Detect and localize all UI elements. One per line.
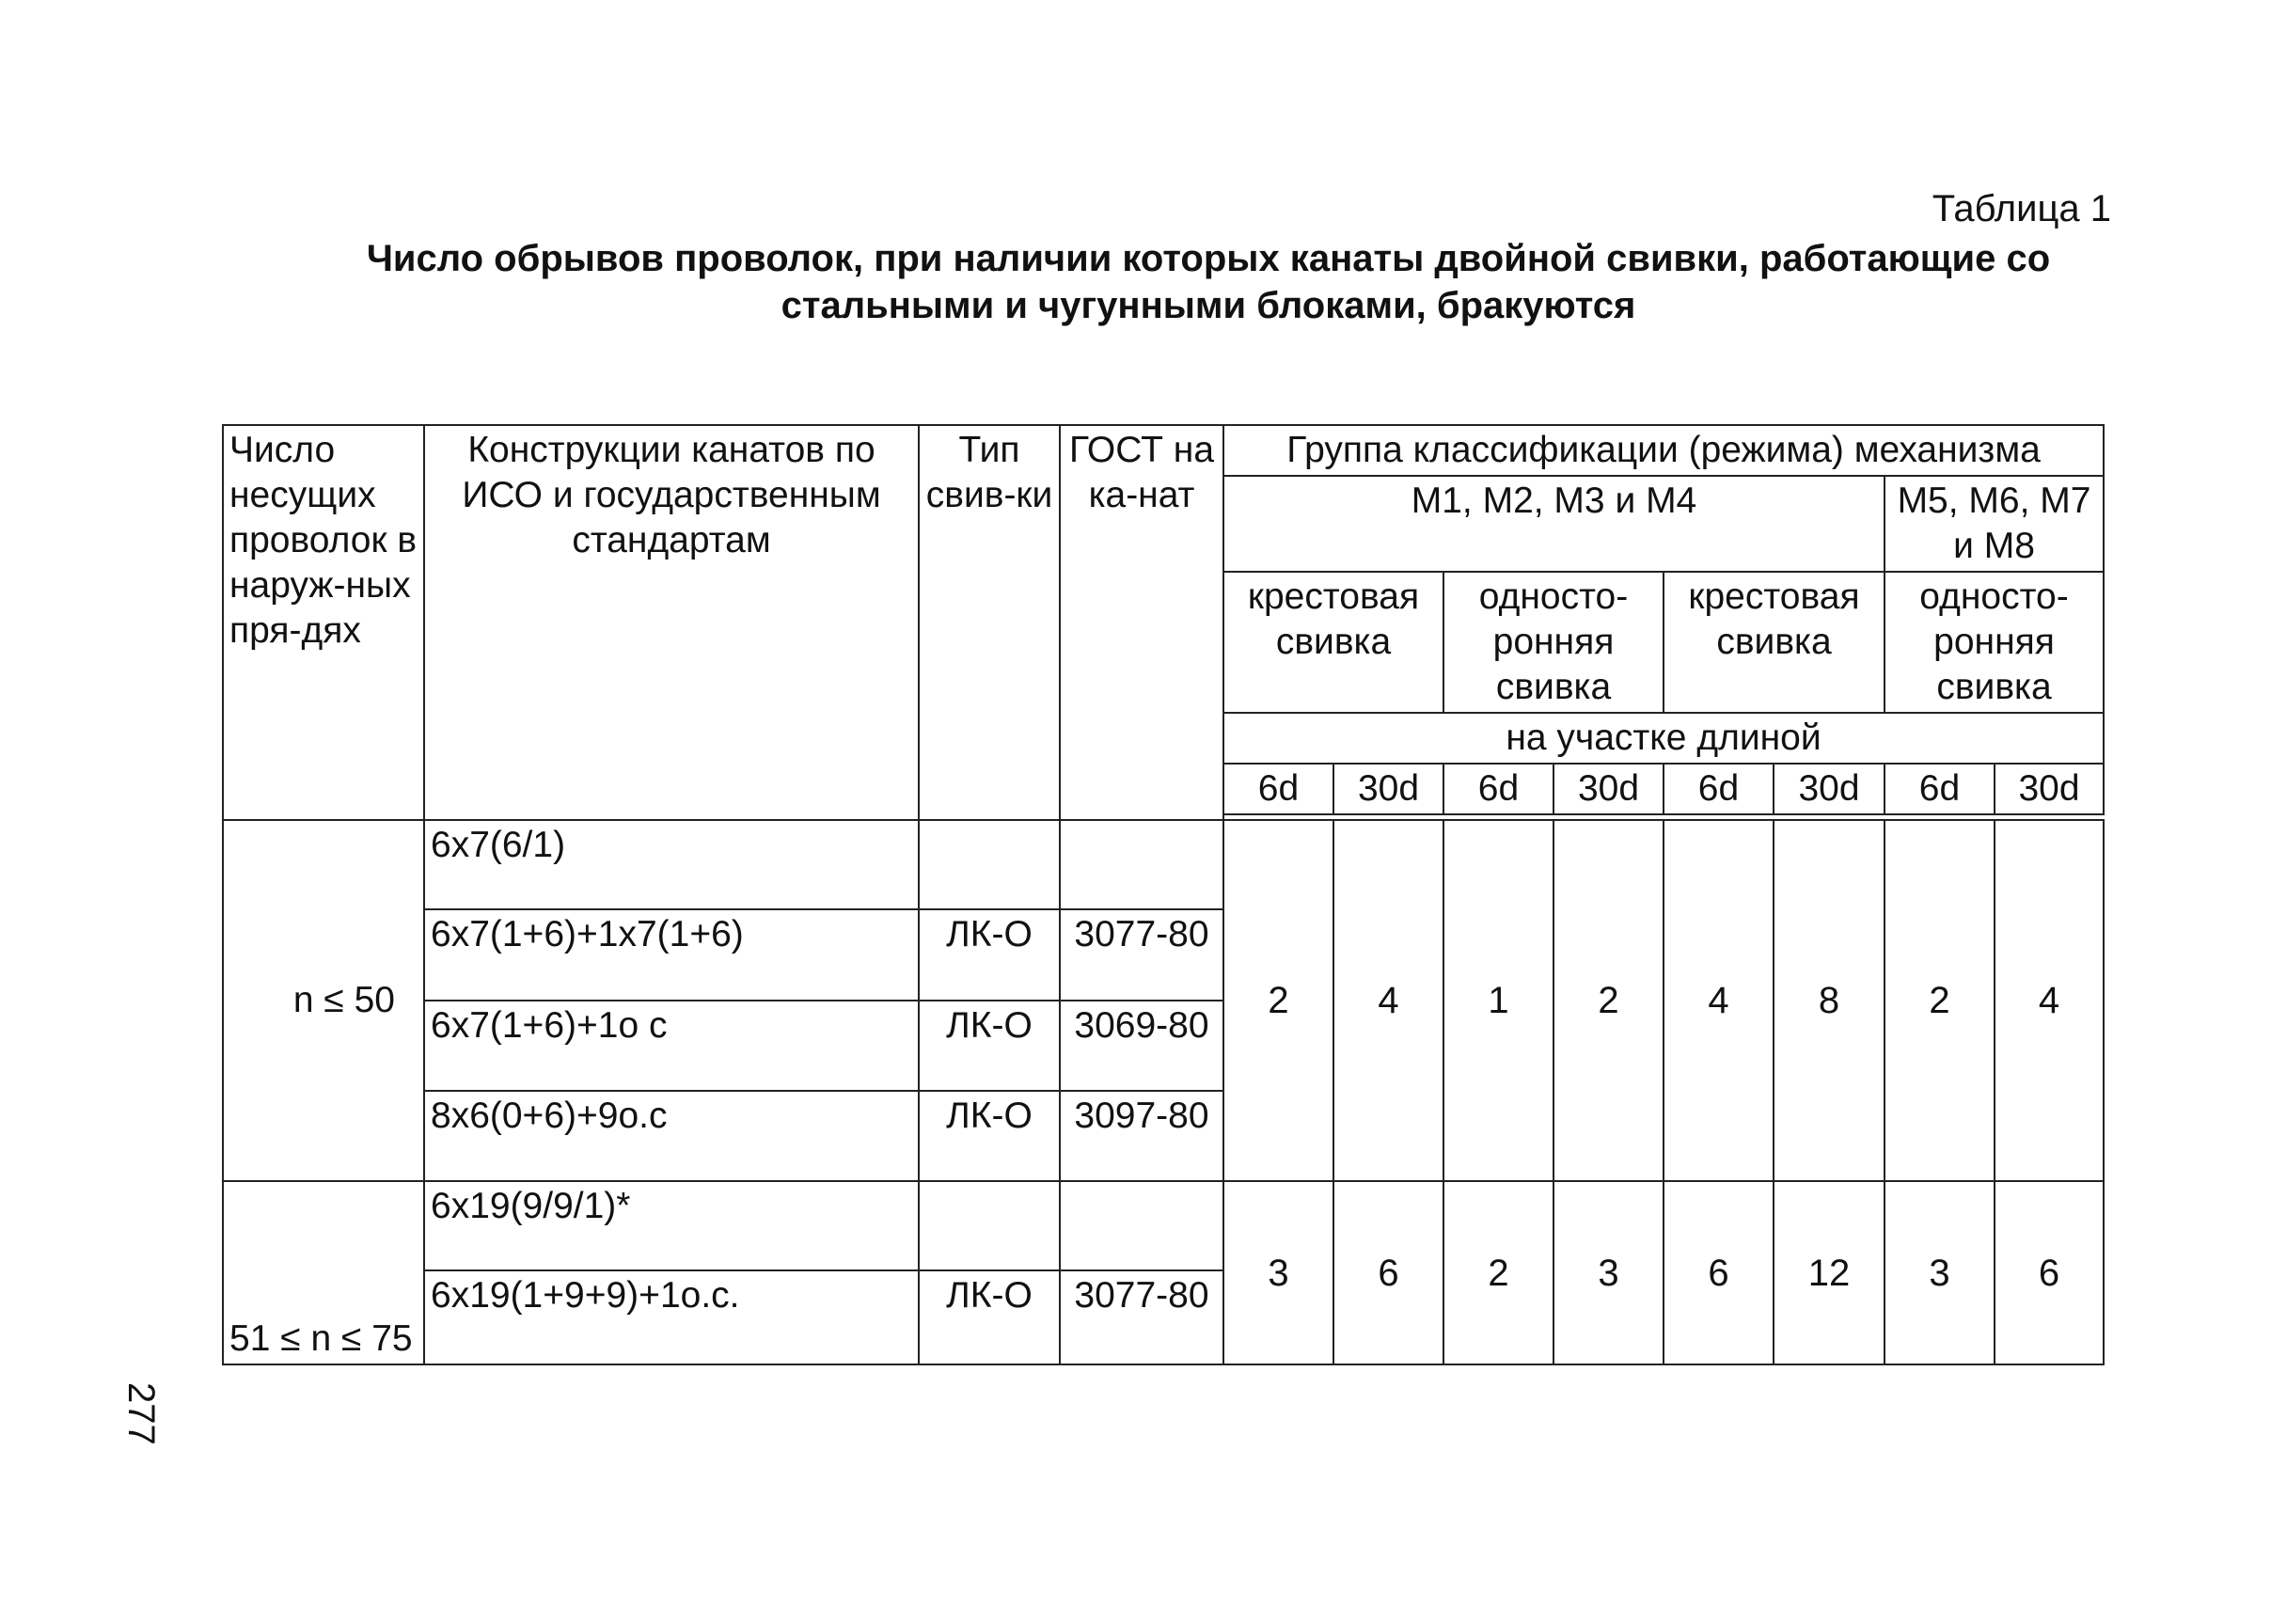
table-title: Число обрывов проволок, при наличии которых канаты двойной свивки, работающие со стальными и чугунными блоками, бракуются bbox=[366, 238, 2051, 326]
header-length: 6d bbox=[1443, 764, 1553, 814]
header-cross-lay-2: крестовая свивка bbox=[1664, 572, 1885, 713]
header-length: 30d bbox=[1553, 764, 1664, 814]
header-group-m5-m8: М5, М6, М7 и М8 bbox=[1885, 476, 2104, 572]
header-wires: Число несущих проволок в наруж-ных пря-дях bbox=[223, 425, 424, 820]
gost-cell bbox=[1060, 820, 1223, 909]
value-cell: 6 bbox=[1333, 1181, 1443, 1364]
page-number: 277 bbox=[120, 1382, 162, 1445]
header-group: Группа классификации (режима) механизма bbox=[1223, 425, 2104, 476]
value-cell: 8 bbox=[1774, 820, 1885, 1181]
value-cell: 3 bbox=[1553, 1181, 1664, 1364]
value-cell: 6 bbox=[1664, 1181, 1774, 1364]
value-cell: 6 bbox=[1995, 1181, 2104, 1364]
gost-cell: 3097-80 bbox=[1060, 1091, 1223, 1181]
construction-cell: 6x7(1+6)+1o с bbox=[424, 1001, 919, 1091]
gost-cell: 3077-80 bbox=[1060, 1270, 1223, 1364]
value-cell: 12 bbox=[1774, 1181, 1885, 1364]
lay-type-cell bbox=[919, 820, 1060, 909]
header-gost: ГОСТ на ка-нат bbox=[1060, 425, 1223, 820]
construction-cell: 6x19(1+9+9)+1o.c. bbox=[424, 1270, 919, 1364]
lay-type-cell: ЛК-О bbox=[919, 1001, 1060, 1091]
gost-cell bbox=[1060, 1181, 1223, 1270]
header-length: 30d bbox=[1333, 764, 1443, 814]
header-lay-type: Тип свив-ки bbox=[919, 425, 1060, 820]
value-cell: 3 bbox=[1223, 1181, 1333, 1364]
header-length: 6d bbox=[1664, 764, 1774, 814]
gost-cell: 3077-80 bbox=[1060, 909, 1223, 1001]
value-cell: 2 bbox=[1223, 820, 1333, 1181]
value-cell: 3 bbox=[1885, 1181, 1995, 1364]
value-cell: 2 bbox=[1885, 820, 1995, 1181]
wires-count-cell: 51 ≤ n ≤ 75 bbox=[223, 1181, 424, 1364]
value-cell: 2 bbox=[1443, 1181, 1553, 1364]
construction-cell: 6x7(1+6)+1x7(1+6) bbox=[424, 909, 919, 1001]
construction-cell: 6x7(6/1) bbox=[424, 820, 919, 909]
lay-type-cell: ЛК-О bbox=[919, 1270, 1060, 1364]
wires-count-cell: n ≤ 50 bbox=[223, 820, 424, 1181]
header-length-section: на участке длиной bbox=[1223, 713, 2104, 764]
header-length: 6d bbox=[1885, 764, 1995, 814]
header-length: 30d bbox=[1774, 764, 1885, 814]
lay-type-cell: ЛК-О bbox=[919, 1091, 1060, 1181]
construction-cell: 8x6(0+6)+9o.c bbox=[424, 1091, 919, 1181]
value-cell: 2 bbox=[1553, 820, 1664, 1181]
rope-rejection-table bbox=[222, 424, 2105, 1365]
lay-type-cell bbox=[919, 1181, 1060, 1270]
value-cell: 4 bbox=[1995, 820, 2104, 1181]
value-cell: 4 bbox=[1664, 820, 1774, 1181]
gost-cell: 3069-80 bbox=[1060, 1001, 1223, 1091]
table-label: Таблица 1 bbox=[1932, 188, 2111, 229]
value-cell: 1 bbox=[1443, 820, 1553, 1181]
header-one-side-lay-1: односто-ронняя свивка bbox=[1443, 572, 1664, 713]
header-construction: Конструкции канатов по ИСО и государственным стандартам bbox=[424, 425, 919, 820]
header-cross-lay-1: крестовая свивка bbox=[1223, 572, 1443, 713]
lay-type-cell: ЛК-О bbox=[919, 909, 1060, 1001]
construction-cell: 6x19(9/9/1)* bbox=[424, 1181, 919, 1270]
header-length: 6d bbox=[1223, 764, 1333, 814]
header-length: 30d bbox=[1995, 764, 2104, 814]
value-cell: 4 bbox=[1333, 820, 1443, 1181]
header-group-m1-m4: М1, М2, М3 и М4 bbox=[1223, 476, 1885, 572]
header-one-side-lay-2: односто-ронняя свивка bbox=[1885, 572, 2104, 713]
